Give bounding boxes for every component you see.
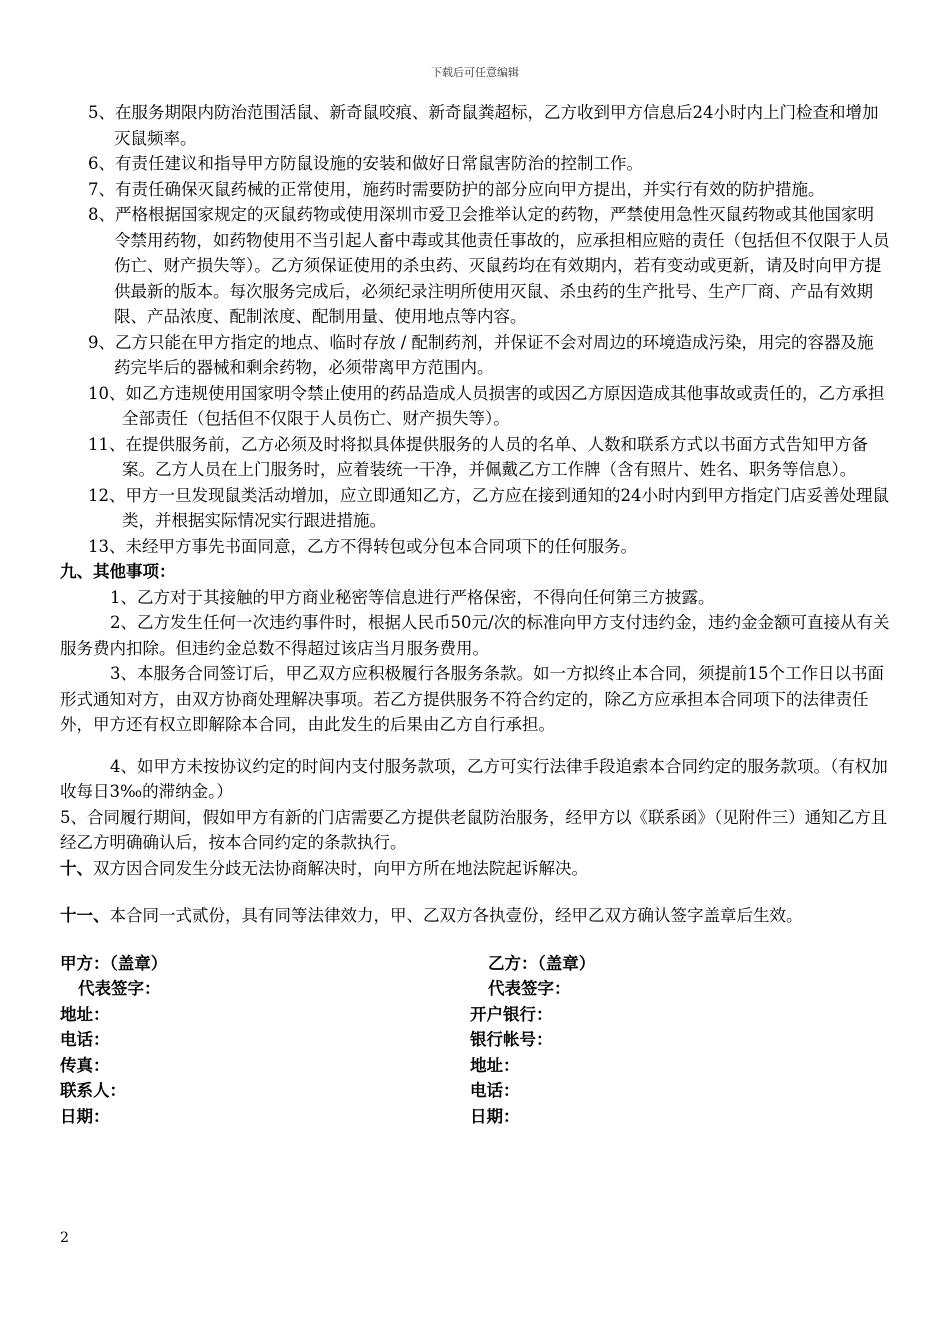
clause-item-5: 5、在服务期限内防治范围活鼠、新奇鼠咬痕、新奇鼠粪超标，乙方收到甲方信息后24小时内上门检查和增加灭鼠频率。	[88, 103, 879, 148]
party-a-seal: 甲方：（盖章）	[60, 953, 168, 973]
page-number: 2	[60, 1230, 69, 1246]
clause-item-13: 13、未经甲方事先书面同意，乙方不得转包或分包本合同项下的任何服务。	[88, 536, 637, 556]
clause-item-8: 8、严格根据国家规定的灭鼠药物或使用深圳市爱卫会推举认定的药物，严禁使用急性灭鼠药物或其他国家明令禁用药物，如药物使用不当引起人畜中毒或其他责任事故的，应承担相应赔的责任（包括但不仅限于人员伤亡、财产损失等）。乙方须保证使用的杀虫药、灭鼠药均在有效期内，若有变动或更新，请及时向甲方提供最新的版本。每次服务完成后，必须纪录注明所使用灭鼠、杀虫药的生产批号、生产厂商、产品有效期限、产品浓度、配制浓度、配制用量、使用地点等内容。	[88, 205, 890, 326]
page-header: 下载后可任意编辑	[431, 66, 519, 79]
party-a-contact: 联系人：	[60, 1081, 126, 1100]
party-b-bank: 开户银行：	[470, 1004, 553, 1024]
section-10	[60, 856, 890, 882]
section-9-title: 九、其他事项：	[60, 562, 176, 581]
clause-item-10: 10、如乙方违规使用国家明令禁止使用的药品造成人员损害的或因乙方原因造成其他事故或责任的，乙方承担全部责任（包括但不仅限于人员伤亡、财产损失等）。	[88, 383, 885, 428]
party-a-date: 日期：	[60, 1106, 110, 1126]
section-9-para-2: 2、乙方发生任何一次违约事件时，根据人民币50元/次的标准向甲方支付违约金，违约金金额可直接从有关服务费内扣除。但违约金总数不得超过该店当月服务费用。	[60, 613, 890, 658]
section-10-label: 十、	[60, 858, 93, 878]
clause-item-6: 6、有责任建议和指导甲方防鼠设施的安装和做好日常鼠害防治的控制工作。	[88, 154, 643, 173]
party-b-date: 日期：	[470, 1106, 520, 1126]
section-9-para-5: 5、合同履行期间，假如甲方有新的门店需要乙方提供老鼠防治服务，经甲方以《联系函》（见附件三）通知乙方且经乙方明确确认后，按本合同约定的条款执行。	[60, 807, 888, 852]
party-b-address: 地址：	[470, 1055, 520, 1075]
clause-item-11: 11、在提供服务前，乙方必须及时将拟具体提供服务的人员的名单、人数和联系方式以书面方式告知甲方备案。乙方人员在上门服务时，应着装统一干净，并佩戴乙方工作牌（含有照片、姓名、职务等信息）。	[88, 434, 868, 479]
section-11-text: 本合同一式贰份，具有同等法律效力，甲、乙双方各执壹份，经甲乙双方确认签字盖章后生效。	[109, 906, 803, 925]
section-10-text: 双方因合同发生分歧无法协商解决时，向甲方所在地法院起诉解决。	[93, 858, 588, 878]
section-9-para-3: 3、本服务合同签订后，甲乙双方应积极履行各服务条款。如一方拟终止本合同，须提前15个工作日以书面形式通知对方，由双方协商处理解决事项。若乙方提供服务不符合约定的，除乙方应承担本合同项下的法律责任外，甲方还有权立即解除本合同，由此发生的后果由乙方自行承担。	[60, 664, 884, 734]
clause-item-7: 7、有责任确保灭鼠药械的正常使用，施药时需要防护的部分应向甲方提出，并实行有效的防护措施。	[88, 179, 825, 199]
party-b-account: 银行帐号：	[470, 1030, 553, 1049]
party-b-seal: 乙方：（盖章）	[488, 953, 596, 973]
clause-item-12: 12、甲方一旦发现鼠类活动增加，应立即通知乙方，乙方应在接到通知的24小时内到甲方指定门店妥善处理鼠类，并根据实际情况实行跟进措施。	[88, 485, 889, 530]
section-11-label: 十一、	[60, 906, 110, 925]
section-9-para-4: 4、如甲方未按协议约定的时间内支付服务款项，乙方可实行法律手段追索本合同约定的服务款项。（有权加收每日3‰的滞纳金。）	[60, 756, 888, 801]
party-b-rep: 代表签字：	[488, 979, 571, 998]
party-a-phone: 电话：	[60, 1030, 110, 1049]
party-a-address: 地址：	[60, 1004, 110, 1024]
party-b-phone: 电话：	[470, 1081, 520, 1100]
section-9-para-1: 1、乙方对于其接触的甲方商业秘密等信息进行严格保密，不得向任何第三方披露。	[110, 587, 715, 607]
signature-block	[60, 951, 890, 1130]
party-a-rep: 代表签字：	[78, 979, 161, 998]
section-11	[60, 903, 890, 929]
clause-item-9: 9、乙方只能在甲方指定的地点、临时存放 / 配制药剂，并保证不会对周边的环境造成污染，用完的容器及施药完毕后的器械和剩余药物，必须带离甲方范围内。	[88, 332, 874, 377]
contract-body	[60, 100, 890, 1129]
party-a-fax: 传真：	[60, 1055, 110, 1075]
